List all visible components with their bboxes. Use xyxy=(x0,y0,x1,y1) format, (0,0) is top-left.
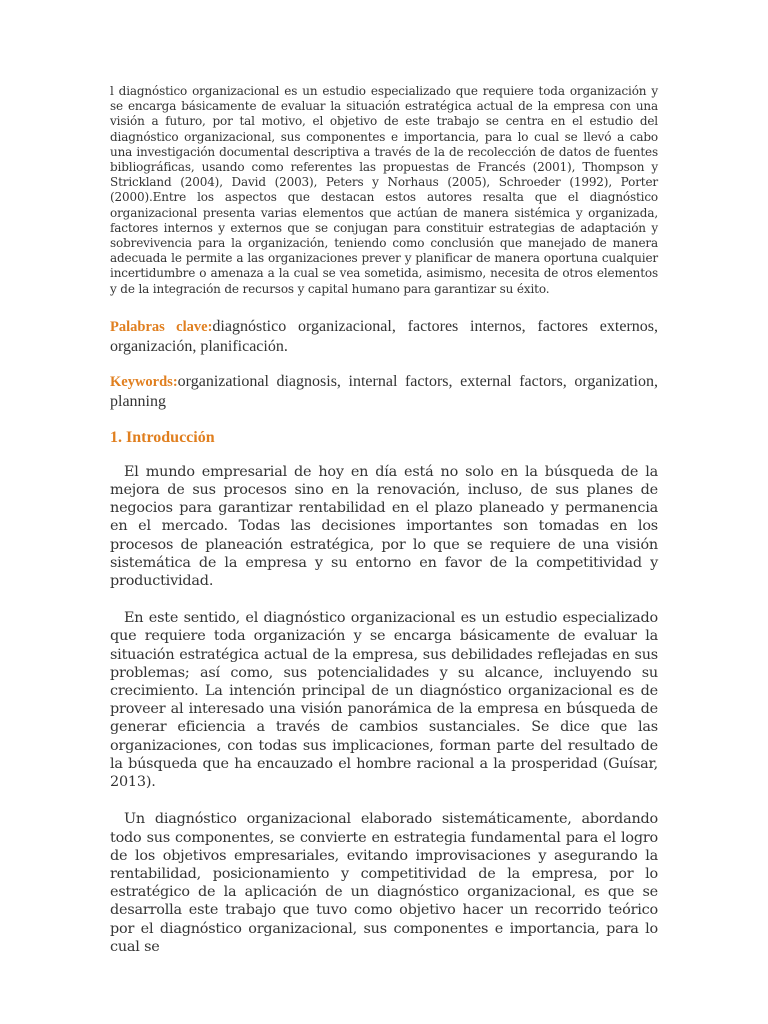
abstract-paragraph: l diagnóstico organizacional es un estudio especializado que requiere toda organización y se encarga básicamente de evaluar la situación estratégica actual de la empresa con una visión a futuro, por tal motivo, el objetivo de este trabajo se centra en el estudio del diagnóstico organizacional, sus componentes e importancia, para lo cual se llevó a cabo una investigación documental descriptiva a través de la de recolección de datos de fuentes bibliográficas, usando como referentes las propuestas de Francés (2001), Thompson y Strickland (2004), David (2003), Peters y Norhaus (2005), Schroeder (1992), Porter (2000).Entre los aspectos que destacan estos autores resalta que el diagnóstico organizacional presenta varias elementos que actúan de manera sistémica y organizada, factores internos y externos que se conjugan para constituir estrategias de adaptación y sobrevivencia para la organización, teniendo como conclusión que manejado de manera adecuada le permite a las organizaciones prever y planificar de manera oportuna cualquier incertidumbre o amenaza a la cual se vea sometida, asimismo, necesita de otros elementos y de la integración de recursos y capital humano para garantizar su éxito. xyxy=(110,84,658,296)
section-heading-introduction: 1. Introducción xyxy=(110,428,215,446)
keywords-spanish-label: Palabras clave: xyxy=(110,318,213,335)
document-page xyxy=(110,84,658,956)
keywords-english-label: Keywords: xyxy=(110,373,178,390)
keywords-english xyxy=(110,372,658,411)
body-paragraph: El mundo empresarial de hoy en día está no solo en la búsqueda de la mejora de sus procesos sino en la renovación, incluso, de sus planes de negocios para garantizar rentabilidad en el plazo planeado y permanencia en el mercado. Todas las decisiones importantes son tomadas en los procesos de planeación estratégica, por lo que se requiere de una visión sistemática de la empresa y su entorno en favor de la competitividad y productividad. xyxy=(110,463,658,590)
body-paragraph: En este sentido, el diagnóstico organizacional es un estudio especializado que requiere toda organización y se encarga básicamente de evaluar la situación estratégica actual de la empresa, sus debilidades reflejadas en sus problemas; así como, sus potencialidades y su alcance, incluyendo su crecimiento. La intención principal de un diagnóstico organizacional es de proveer al interesado una visión panorámica de la empresa en búsqueda de generar eficiencia a través de cambios sustanciales. Se dice que las organizaciones, con todas sus implicaciones, forman parte del resultado de la búsqueda que ha encauzado el hombre racional a la prosperidad (Guísar, 2013). xyxy=(110,610,658,791)
keywords-english-text: organizational diagnosis, internal factors, external factors, organization, planning xyxy=(110,372,658,410)
body-paragraph: Un diagnóstico organizacional elaborado sistemáticamente, abordando todo sus componentes, se convierte en estrategia fundamental para el logro de los objetivos empresariales, evitando improvisaciones y asegurando la rentabilidad, posicionamiento y competitividad de la empresa, por lo estratégico de la aplicación de un diagnóstico organizacional, es que se desarrolla este trabajo que tuvo como objetivo hacer un recorrido teórico por el diagnóstico organizacional, sus componentes e importancia, para lo cual se xyxy=(110,811,658,955)
keywords-spanish-text: diagnóstico organizacional, factores internos, factores externos, organización, planificación. xyxy=(110,317,658,355)
keywords-spanish xyxy=(110,317,658,356)
